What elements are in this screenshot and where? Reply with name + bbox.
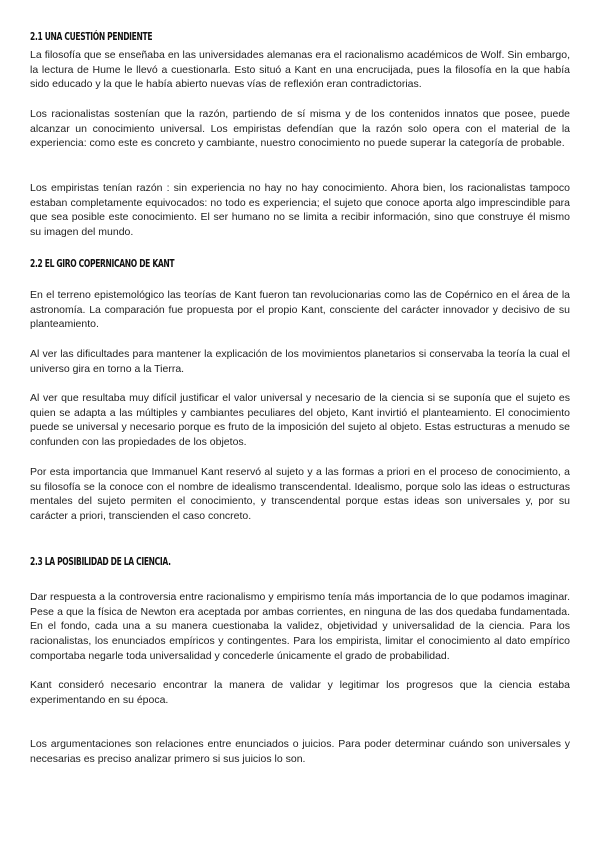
- section-heading-2-2: 2.2 EL GIRO COPERNICANO DE KANT: [30, 258, 175, 270]
- paragraph-2-3-1: Dar respuesta a la controversia entre racionalismo y empirismo tenía más importancia de lo que podamos imaginar. Pese a que la física de Newton era aceptada por ambas corrientes, en ninguna de las dos quedaba fundamentada. En el fondo, cada una a su manera cuestionaba la validez, objetividad y universalidad de la ciencia. Para los racionalistas, los enunciados empíricos y contingentes. Para los empirista, limitar el conocimiento al dato empírico comportaba negarle toda universalidad y concederle únicamente el grado de probabilidad.: [30, 591, 570, 662]
- paragraph-2-2-4: Por esta importancia que Immanuel Kant reservó al sujeto y a las formas a priori en el proceso de conocimiento, a su filosofía se la conoce con el nombre de idealismo transcendental. Idealismo, porque solo las ideas o estructuras mentales del sujeto permiten el conocimiento, y transcendental porque estas ideas son universales y, por su carácter a priori, transcienden el caso concreto.: [30, 466, 570, 523]
- section-heading-2-3: 2.3 LA POSIBILIDAD DE LA CIENCIA.: [30, 556, 171, 568]
- paragraph-2-1-3: Los empiristas tenían razón : sin experiencia no hay no hay conocimiento. Ahora bien, los racionalistas tampoco estaban completamente equivocados: no todo es experiencia; el sujeto que conoce aporta algo imprescindible para que sea posible este conocimiento. El ser humano no se limita a recibir información, sino que construye él mismo su imagen del mundo.: [30, 182, 570, 239]
- paragraph-2-1-2: Los racionalistas sostenían que la razón, partiendo de sí misma y de los contenidos innatos que posee, puede alcanzar un conocimiento universal. Los empiristas defendían que la razón solo opera con el material de la experiencia: como este es concreto y cambiante, nuestro conocimiento no puede superar la categoría de probable.: [30, 108, 570, 150]
- paragraph-2-1-1: La filosofía que se enseñaba en las universidades alemanas era el racionalismo académicos de Wolf. Sin embargo, la lectura de Hume le llevó a cuestionarla. Esto situó a Kant en una encrucijada, pues la filosofía en la que había sido educado y la que le había abierto nuevas vías de reflexión eran contradictorias.: [30, 49, 570, 91]
- paragraph-2-2-2: Al ver las dificultades para mantener la explicación de los movimientos planetarios si conservaba la teoría la cual el universo gira en torno a la Tierra.: [30, 348, 570, 375]
- paragraph-2-3-3: Los argumentaciones son relaciones entre enunciados o juicios. Para poder determinar cuándo son universales y necesarias es preciso analizar primero si sus juicios lo son.: [30, 738, 570, 765]
- paragraph-2-2-1: En el terreno epistemológico las teorías de Kant fueron tan revolucionarias como las de Copérnico en el área de la astronomía. La comparación fue propuesta por el propio Kant, consciente del carácter innovador y decisivo de su planteamiento.: [30, 289, 570, 331]
- paragraph-2-3-2: Kant consideró necesario encontrar la manera de validar y legitimar los progresos que la ciencia estaba experimentando en su época.: [30, 679, 570, 706]
- paragraph-2-2-3: Al ver que resultaba muy difícil justificar el valor universal y necesario de la ciencia si se suponía que el sujeto es quien se adapta a las múltiples y cambiantes peculiares del objeto, Kant invirtió el planteamiento. El conocimiento puede se universal y necesario porque es fruto de la imposición del sujeto al objeto. Estas estructuras a menudo se confunden con las propiedades de los objetos.: [30, 392, 570, 449]
- section-heading-2-1: 2.1 UNA CUESTIÓN PENDIENTE: [30, 31, 153, 43]
